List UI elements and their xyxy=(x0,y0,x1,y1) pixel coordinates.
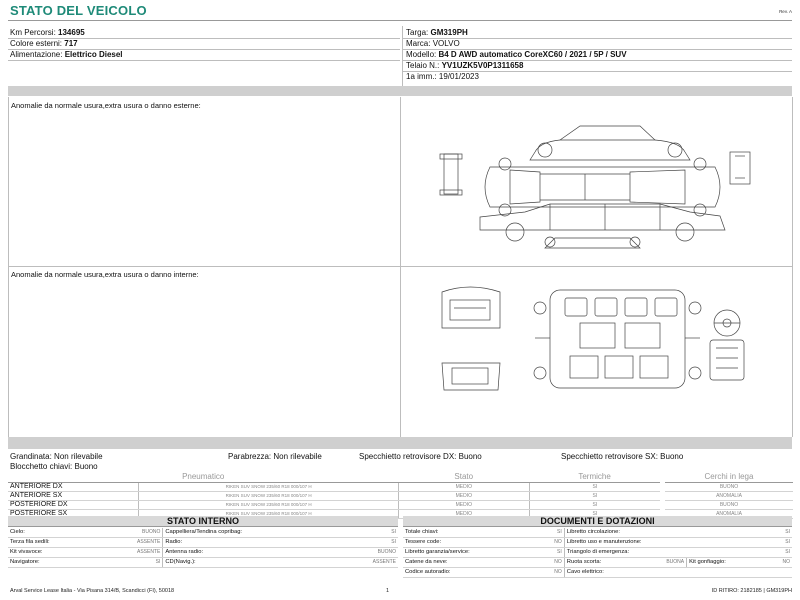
tires-table xyxy=(8,472,660,519)
footer-page-number: 1 xyxy=(386,588,390,594)
specchietto-sx: Specchietto retrovisore SX: Buono xyxy=(561,452,684,461)
table-row: Catene da neve: NO Ruota scorta: BUONA Kit gonfiaggio: NO xyxy=(403,558,792,568)
targa-row: Targa: GM319PH xyxy=(406,28,468,37)
grandinata: Grandinata: Non rilevabile xyxy=(10,452,103,461)
stato-interno-title: STATO INTERNO xyxy=(8,516,398,527)
termiche-header: Termiche xyxy=(529,472,660,482)
table-row: Navigatore: SI CD(Navig.): ASSENTE xyxy=(8,558,398,568)
documenti-title: DOCUMENTI E DOTAZIONI xyxy=(403,516,792,527)
immatricolazione-row: 1a imm.: 19/01/2023 xyxy=(406,72,479,81)
table-row: Totale chiavi: SI Libretto circolazione: SI xyxy=(403,528,792,538)
marca-row: Marca: VOLVO xyxy=(406,39,460,48)
table-row: Tessere code: NO Libretto uso e manutenzione: SI xyxy=(403,538,792,548)
table-row: POSTERIORE SX RIKEN SUV SNOW 235/60 R18 000/107 H MEDIO SI xyxy=(8,509,660,518)
table-row: ANTERIORE SX RIKEN SUV SNOW 235/60 R18 000/107 H MEDIO SI xyxy=(8,491,660,500)
cerchi-table xyxy=(665,472,793,519)
blocchetto-chiavi: Blocchetto chiavi: Buono xyxy=(10,462,98,471)
external-damage-label: Anomalie da normale usura,extra usura o danno esterne: xyxy=(11,101,201,110)
modello-row: Modello: B4 D AWD automatico CoreXC60 / 2021 / 5P / SUV xyxy=(406,50,627,59)
table-row: BUONO xyxy=(665,482,793,491)
parabrezza: Parabrezza: Non rilevabile xyxy=(228,452,322,461)
table-row: Terza fila sedili: ASSENTE Radio: SI xyxy=(8,538,398,548)
stato-header: Stato xyxy=(398,472,529,482)
table-row: Codice autoradio: NO Cavo elettrico: xyxy=(403,568,792,578)
table-row: POSTERIORE DX RIKEN SUV SNOW 235/60 R18 000/107 H MEDIO SI xyxy=(8,500,660,509)
table-row: Kit vivavoce: ASSENTE Antenna radio: BUONO xyxy=(8,548,398,558)
colore-row: Colore esterni: 717 xyxy=(10,39,78,48)
table-row: Libretto garanzia/service: SI Triangolo di emergenza: SI xyxy=(403,548,792,558)
revision-label: Rev. A xyxy=(779,9,792,14)
internal-damage-label: Anomalie da normale usura,extra usura o danno interne: xyxy=(11,270,199,279)
table-row: Cielo: BUONO Cappelliera/Tendina copribag: SI xyxy=(8,528,398,538)
header-left xyxy=(10,27,400,60)
header-right xyxy=(406,27,792,82)
telaio-row: Telaio N.: YV1UZK5V0P1311658 xyxy=(406,61,524,70)
alimentazione-row: Alimentazione: Elettrico Diesel xyxy=(10,50,123,59)
table-row: ANTERIORE DX RIKEN SUV SNOW 235/60 R18 000/107 H MEDIO SI xyxy=(8,482,660,491)
table-row: BUONO xyxy=(665,500,793,509)
documenti-table xyxy=(403,528,792,578)
specchietto-dx: Specchietto retrovisore DX: Buono xyxy=(359,452,482,461)
table-row: ANOMALIA xyxy=(665,509,793,518)
external-car-diagram xyxy=(430,112,760,262)
cerchi-header: Cerchi in lega xyxy=(665,472,793,482)
internal-car-diagram xyxy=(430,278,770,428)
pneumatico-header: Pneumatico xyxy=(8,472,398,482)
footer-address: Arval Service Lease Italia - Via Pisana 314/B, Scandicci (FI), 50018 xyxy=(10,588,175,594)
page-title: STATO DEL VEICOLO xyxy=(10,3,147,18)
table-row: ANOMALIA xyxy=(665,491,793,500)
km-row: Km Percorsi: 134695 xyxy=(10,28,85,37)
footer-id-ritiro: ID RITIRO: 2182185 | GM319PH xyxy=(711,588,792,594)
stato-interno-table xyxy=(8,528,398,568)
